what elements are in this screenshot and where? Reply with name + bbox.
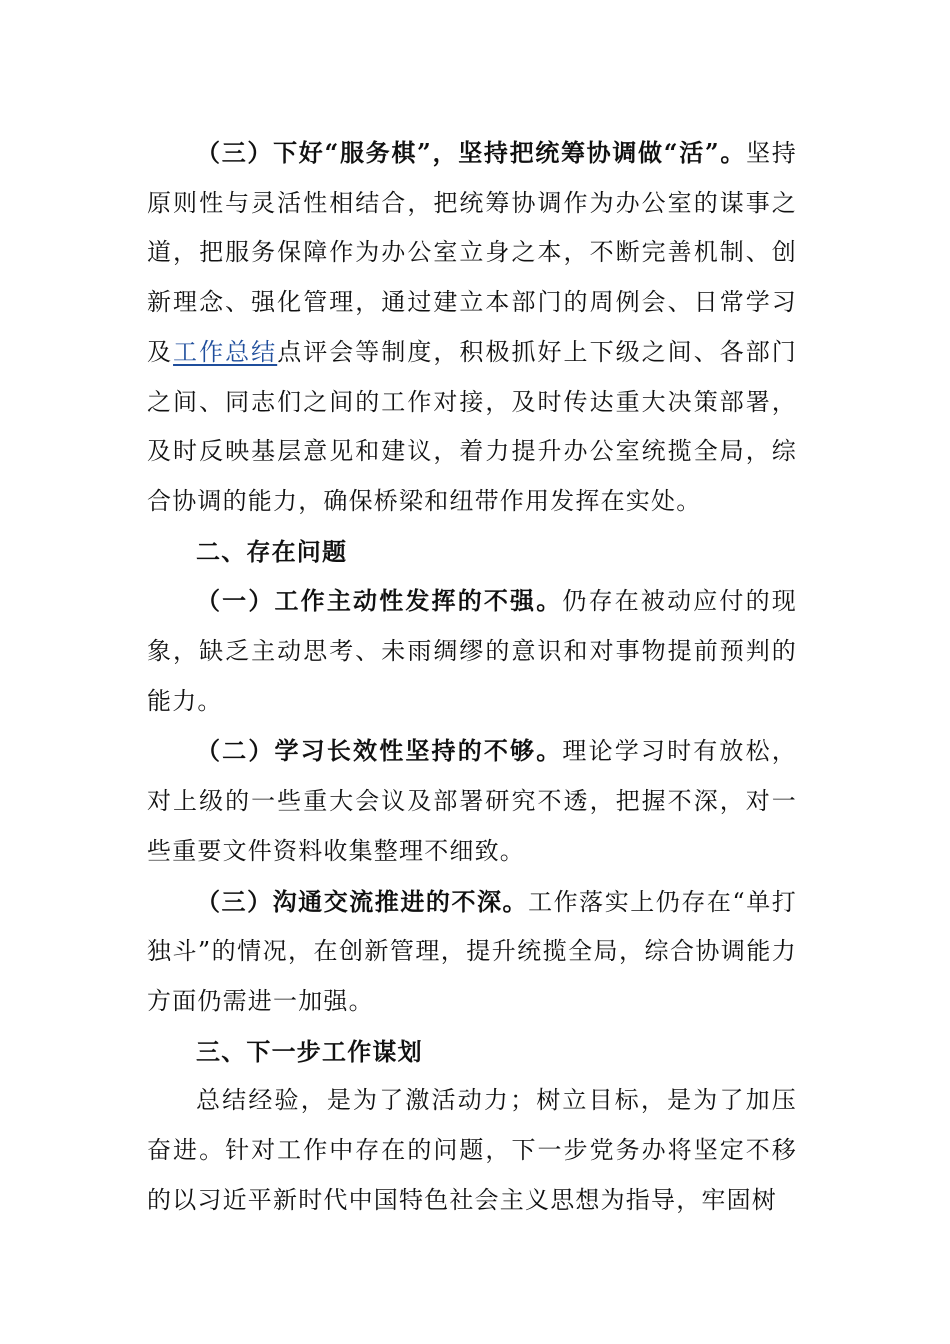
problem-two-body: 理论学习时有放松，对上级的一些重大会议及部署研究不透，把握不深，对一些重要文件资料收集整理不细致。 (147, 737, 797, 865)
problem-three-paragraph (147, 877, 797, 1027)
work-summary-link[interactable]: 工作总结 (173, 337, 278, 366)
document-page (147, 128, 797, 1225)
problem-two-title: （二）学习长效性坚持的不够。 (196, 736, 563, 766)
problem-one-body: 仍存在被动应付的现象，缺乏主动思考、未雨绸缪的意识和对事物提前预判的能力。 (147, 587, 797, 715)
problem-two-paragraph (147, 726, 797, 876)
heading-next-steps: 三、下一步工作谋划 (196, 1036, 423, 1066)
problem-three-title: （三）沟通交流推进的不深。 (196, 886, 529, 916)
problem-one-title: （一）工作主动性发挥的不强。 (196, 586, 563, 616)
problem-three-body: 工作落实上仍存在“单打独斗”的情况，在创新管理，提升统揽全局，综合协调能力方面仍需进一加强。 (147, 887, 797, 1015)
section-three-paragraph (147, 128, 797, 527)
section-three-body-b: 点评会等制度，积极抓好上下级之间、各部门之间、同志们之间的工作对接，及时传达重大决策部署，及时反映基层意见和建议，着力提升办公室统揽全局，综合协调的能力，确保桥梁和纽带作用发挥在实处。 (147, 337, 798, 515)
heading-problems: 二、存在问题 (196, 536, 348, 566)
section-three-title: （三）下好“服务棋”，坚持把统筹协调做“活”。 (196, 138, 747, 167)
next-steps-paragraph: 总结经验，是为了激活动力；树立目标，是为了加压奋进。针对工作中存在的问题，下一步党务办将坚定不移的以习近平新时代中国特色社会主义思想为指导，牢固树 (147, 1086, 797, 1214)
section-three-body-a: 坚持原则性与灵活性相结合，把统筹协调作为办公室的谋事之道，把服务保障作为办公室立身之本，不断完善机制、创新理念、强化管理，通过建立本部门的周例会、日常学习及 (147, 139, 797, 366)
problem-one-paragraph (147, 576, 797, 726)
